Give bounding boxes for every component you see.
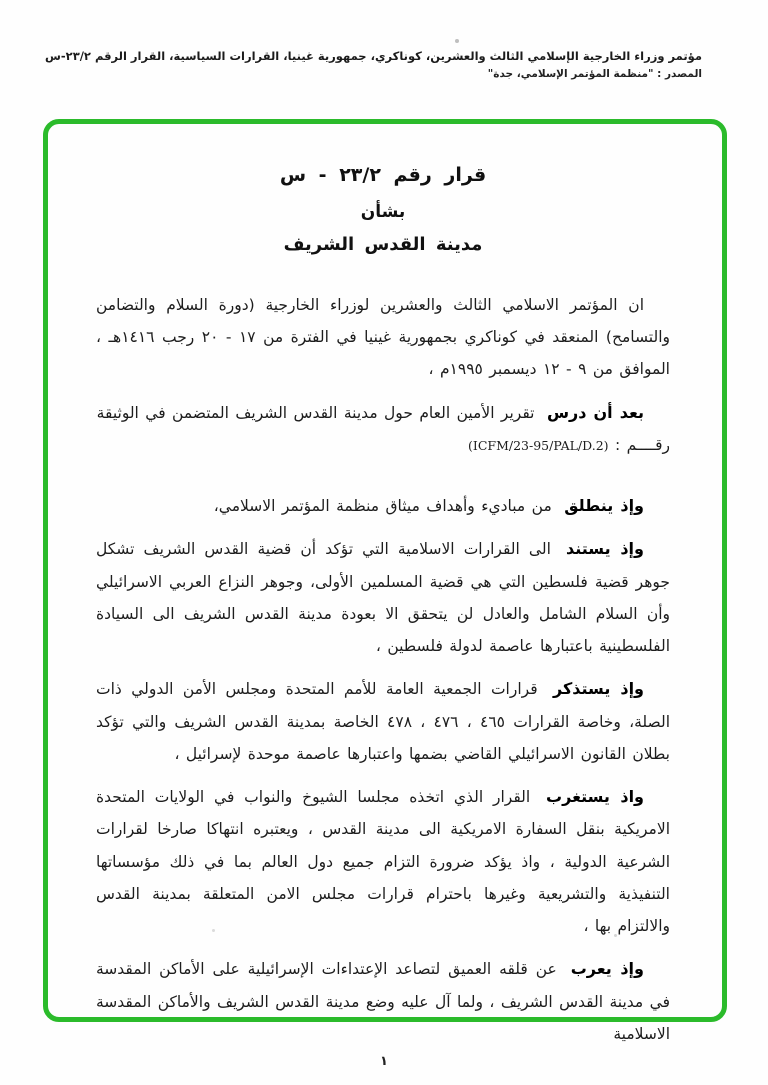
paragraph-expressing-concern: [96, 952, 670, 1050]
paragraph-surprised-by: [96, 780, 670, 942]
document-reference-line: [96, 429, 670, 461]
paragraph-based-on: [96, 532, 670, 662]
paragraph-lead: بعد أن درس: [546, 402, 644, 422]
resolution-subject-title: مدينة القدس الشريف: [283, 234, 483, 255]
paragraph-having-studied: [96, 396, 670, 462]
paragraph-text: ان المؤتمر الاسلامي الثالث والعشرين لوزراء الخارجية (دورة السلام والتضامن والتسامح) المنعقد في كوناكري بجمهورية غينيا في الفترة من ١٧ - ٢٠ رجب ١٤١٦هـ ، الموافق من ٩ - ١٢ ديسمبر ١٩٩٥م ،: [96, 296, 670, 379]
paragraph-text: الى القرارات الاسلامية التي تؤكد أن قضية القدس الشريف تشكل جوهر قضية فلسطين التي هي قضية المسلمين الأولى، وجوهر النزاع العربي الاسرائيلي وأن السلام الشامل والعادل لن يتحقق الا بعودة مدينة القدس الشريف الى السيادة الفلسطينية باعتبارها عاصمة لدولة فلسطين ،: [96, 540, 670, 656]
resolution-title-block: [96, 164, 670, 255]
header-publisher-line: المصدر : "منظمة المؤتمر الإسلامي، جدة": [487, 68, 702, 81]
paragraph-lead: وإذ ينطلق: [564, 496, 644, 516]
header-source-line: مؤتمر وزراء الخارجية الإسلامي الثالث والعشرين، كوناكري، جمهورية غينيا، القرارات السياسية، القرار الرقم ٢٣/٢-س: [45, 49, 702, 63]
paragraph-proceeding-from: [96, 489, 670, 522]
paragraph-text: تقرير الأمين العام حول مدينة القدس الشريف المتضمن في الوثيقة: [96, 403, 535, 422]
scan-speck: [455, 39, 459, 43]
document-header: [40, 48, 702, 80]
page-number: ١: [380, 1054, 388, 1069]
paragraph-lead: واذ يستغرب: [546, 787, 644, 807]
reference-code: (ICFM/23-95/PAL/D.2): [468, 437, 609, 453]
paragraph-recalling: [96, 672, 670, 770]
paragraph-text: من مباديء وأهداف ميثاق منظمة المؤتمر الاسلامي،: [213, 497, 552, 516]
paragraph-text: قرارات الجمعية العامة للأمم المتحدة ومجلس الأمن الدولي ذات الصلة، وخاصة القرارات ٤٦٥ ، ٤٧٦ ، ٤٧٨ الخاصة بمدينة القدس الشريف والتي تؤكد بطلان القانون الاسرائيلي القاضي بضمها واعتبارها عاصمة موحدة لإسرائيل ،: [96, 680, 671, 763]
resolution-content: [48, 124, 722, 1043]
paragraph-text: القرار الذي اتخذه مجلسا الشيوخ والنواب في الولايات المتحدة الامريكية بنقل السفارة الامريكية الى مدينة القدس ، ويعتبره انتهاكا صارخا لقرارات الشرعية الدولية ، واذ يؤكد ضرورة التزام جميع دول العالم بما في ذلك مؤسساتها التنفيذية والتشريعية وغيرها باحترام قرارات مجلس الامن المتعلقة بمدينة القدس والالتزام بها ،: [96, 788, 670, 936]
resolution-body: [96, 289, 670, 1050]
paragraph-preamble: [96, 289, 670, 386]
paragraph-lead: وإذ يستند: [566, 539, 644, 559]
resolution-about-label: بشأن: [360, 202, 406, 222]
paragraph-lead: وإذ يعرب: [570, 959, 644, 979]
reference-label: رقــــم :: [614, 435, 670, 454]
paragraph-text: عن قلقه العميق لتصاعد الإعتداءات الإسرائيلية على الأماكن المقدسة في مدينة القدس الشريف ، ولما آل عليه وضع مدينة القدس الشريف والأماكن المقدسة الاسلامية: [96, 960, 670, 1043]
resolution-number-title: قرار رقم ٢٣/٢ - س: [279, 164, 487, 186]
green-highlight-frame: [43, 119, 727, 1043]
paragraph-lead: وإذ يستذكر: [553, 679, 644, 699]
